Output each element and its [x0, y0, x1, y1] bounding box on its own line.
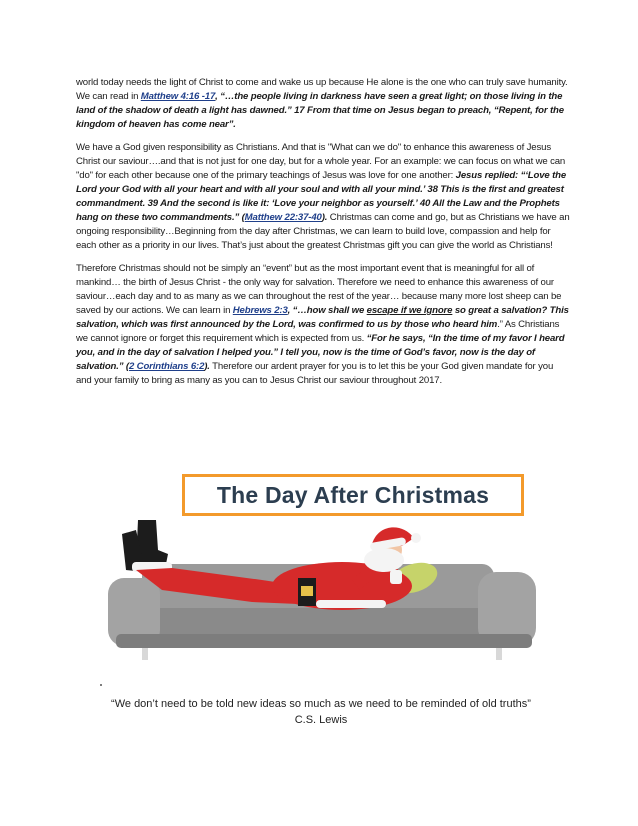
paragraph-2 [76, 141, 570, 253]
scripture-quote-close: ). [204, 361, 210, 372]
body-text [76, 76, 570, 397]
scripture-link-hebrews-2-3[interactable]: Hebrews 2:3 [232, 305, 288, 316]
text: .” As Christians we cannot ignore or forget this requirement which is expected from us. [76, 319, 560, 344]
scripture-quote: , “…how shall we [287, 305, 367, 316]
sofa-base [116, 634, 532, 648]
text: Therefore Christmas should not be simply an “event” but as the most important event that is meaningful for all of mankind… the birth of Jesus Christ - the only way for salvation. Therefore we need to enhance this awareness of our saviour…each day and to as many as we can throughout the rest of the year… because many more lost sheep can be saved by our actions. We can learn in [76, 263, 562, 316]
arm-cuff [390, 570, 402, 584]
scripture-quote: , “…the people living in darkness have seen a great light; on those living in the land of the shadow of death a light has dawned.” 17 From that time on Jesus began to preach, “Repent, for the kingdom of heaven has come near”. [76, 91, 564, 130]
text: Christmas can come and go, but as Christians we have an ongoing responsibility…Beginning from the day after Christmas, we can learn to build love, compassion and help for each other as a priority in our lives. That’s just about the greatest Christmas gift you can give the world as Christians! [76, 212, 570, 251]
scripture-quote-close: ). [321, 212, 328, 223]
christmas-figure [102, 468, 540, 720]
hat-pompom [411, 533, 421, 543]
scripture-quote: “For he says, “In the time of my favor I heard you, and in the day of salvation I helped you.” I tell you, now is the time of God’s favor, now is the day of salvation.” ( [76, 333, 565, 372]
sofa-leg-left [142, 648, 148, 660]
scripture-quote: so great a salvation? This salvation, which was first announced by the Lord, was confirmed to us by those who heard him [76, 305, 569, 330]
paragraph-1 [76, 76, 570, 132]
scripture-link-matthew-4-16[interactable]: Matthew 4:16 -17 [140, 91, 216, 102]
scripture-link-matthew-22-37[interactable]: Matthew 22:37-40 [244, 212, 322, 223]
jacket-trim [316, 600, 386, 608]
belt-buckle [301, 586, 313, 596]
text: Therefore our ardent prayer for you is to let this be your God given mandate for you and your family to bring as many as you can to Jesus Christ our saviour throughout 2017. [76, 361, 554, 386]
text: We have a God given responsibility as Christians. And that is "What can we do" to enhance this awareness of Jesus Christ our saviour….and that is not just for one day, but for a whole year. For an example: we can focus on what we can "do" for each other because one of the primary teachings of Jesus was love for one another: [76, 142, 566, 181]
scripture-quote: Jesus replied: “‘Love the Lord your God with all your heart and with all your soul and with all your mind.’ 38 This is the first and greatest commandment. 39 And the second is like it: ‘Love your neighbor as yourself.’ 40 All the Law and the Prophets hang on these two commandments.” ( [76, 170, 567, 223]
banner [182, 474, 524, 516]
text: world today needs the light of Christ to come and wake us up because He alone is the one who can truly save humanity. We can read in [76, 77, 568, 102]
banner-title: The Day After Christmas [216, 481, 490, 508]
santa-beard [364, 548, 404, 572]
paragraph-3 [76, 262, 570, 388]
stray-mark [100, 684, 102, 686]
sofa-seat [132, 608, 504, 638]
cs-lewis-quote: “We don’t need to be told new ideas so much as we need to be reminded of old truths” C.S. Lewis [111, 698, 531, 726]
underlined-phrase: escape if we ignore [366, 305, 453, 316]
scripture-link-2-corinthians-6-2[interactable]: 2 Corinthians 6:2 [128, 361, 205, 372]
santa-on-sofa-illustration [102, 520, 540, 670]
sofa-leg-right [496, 648, 502, 660]
